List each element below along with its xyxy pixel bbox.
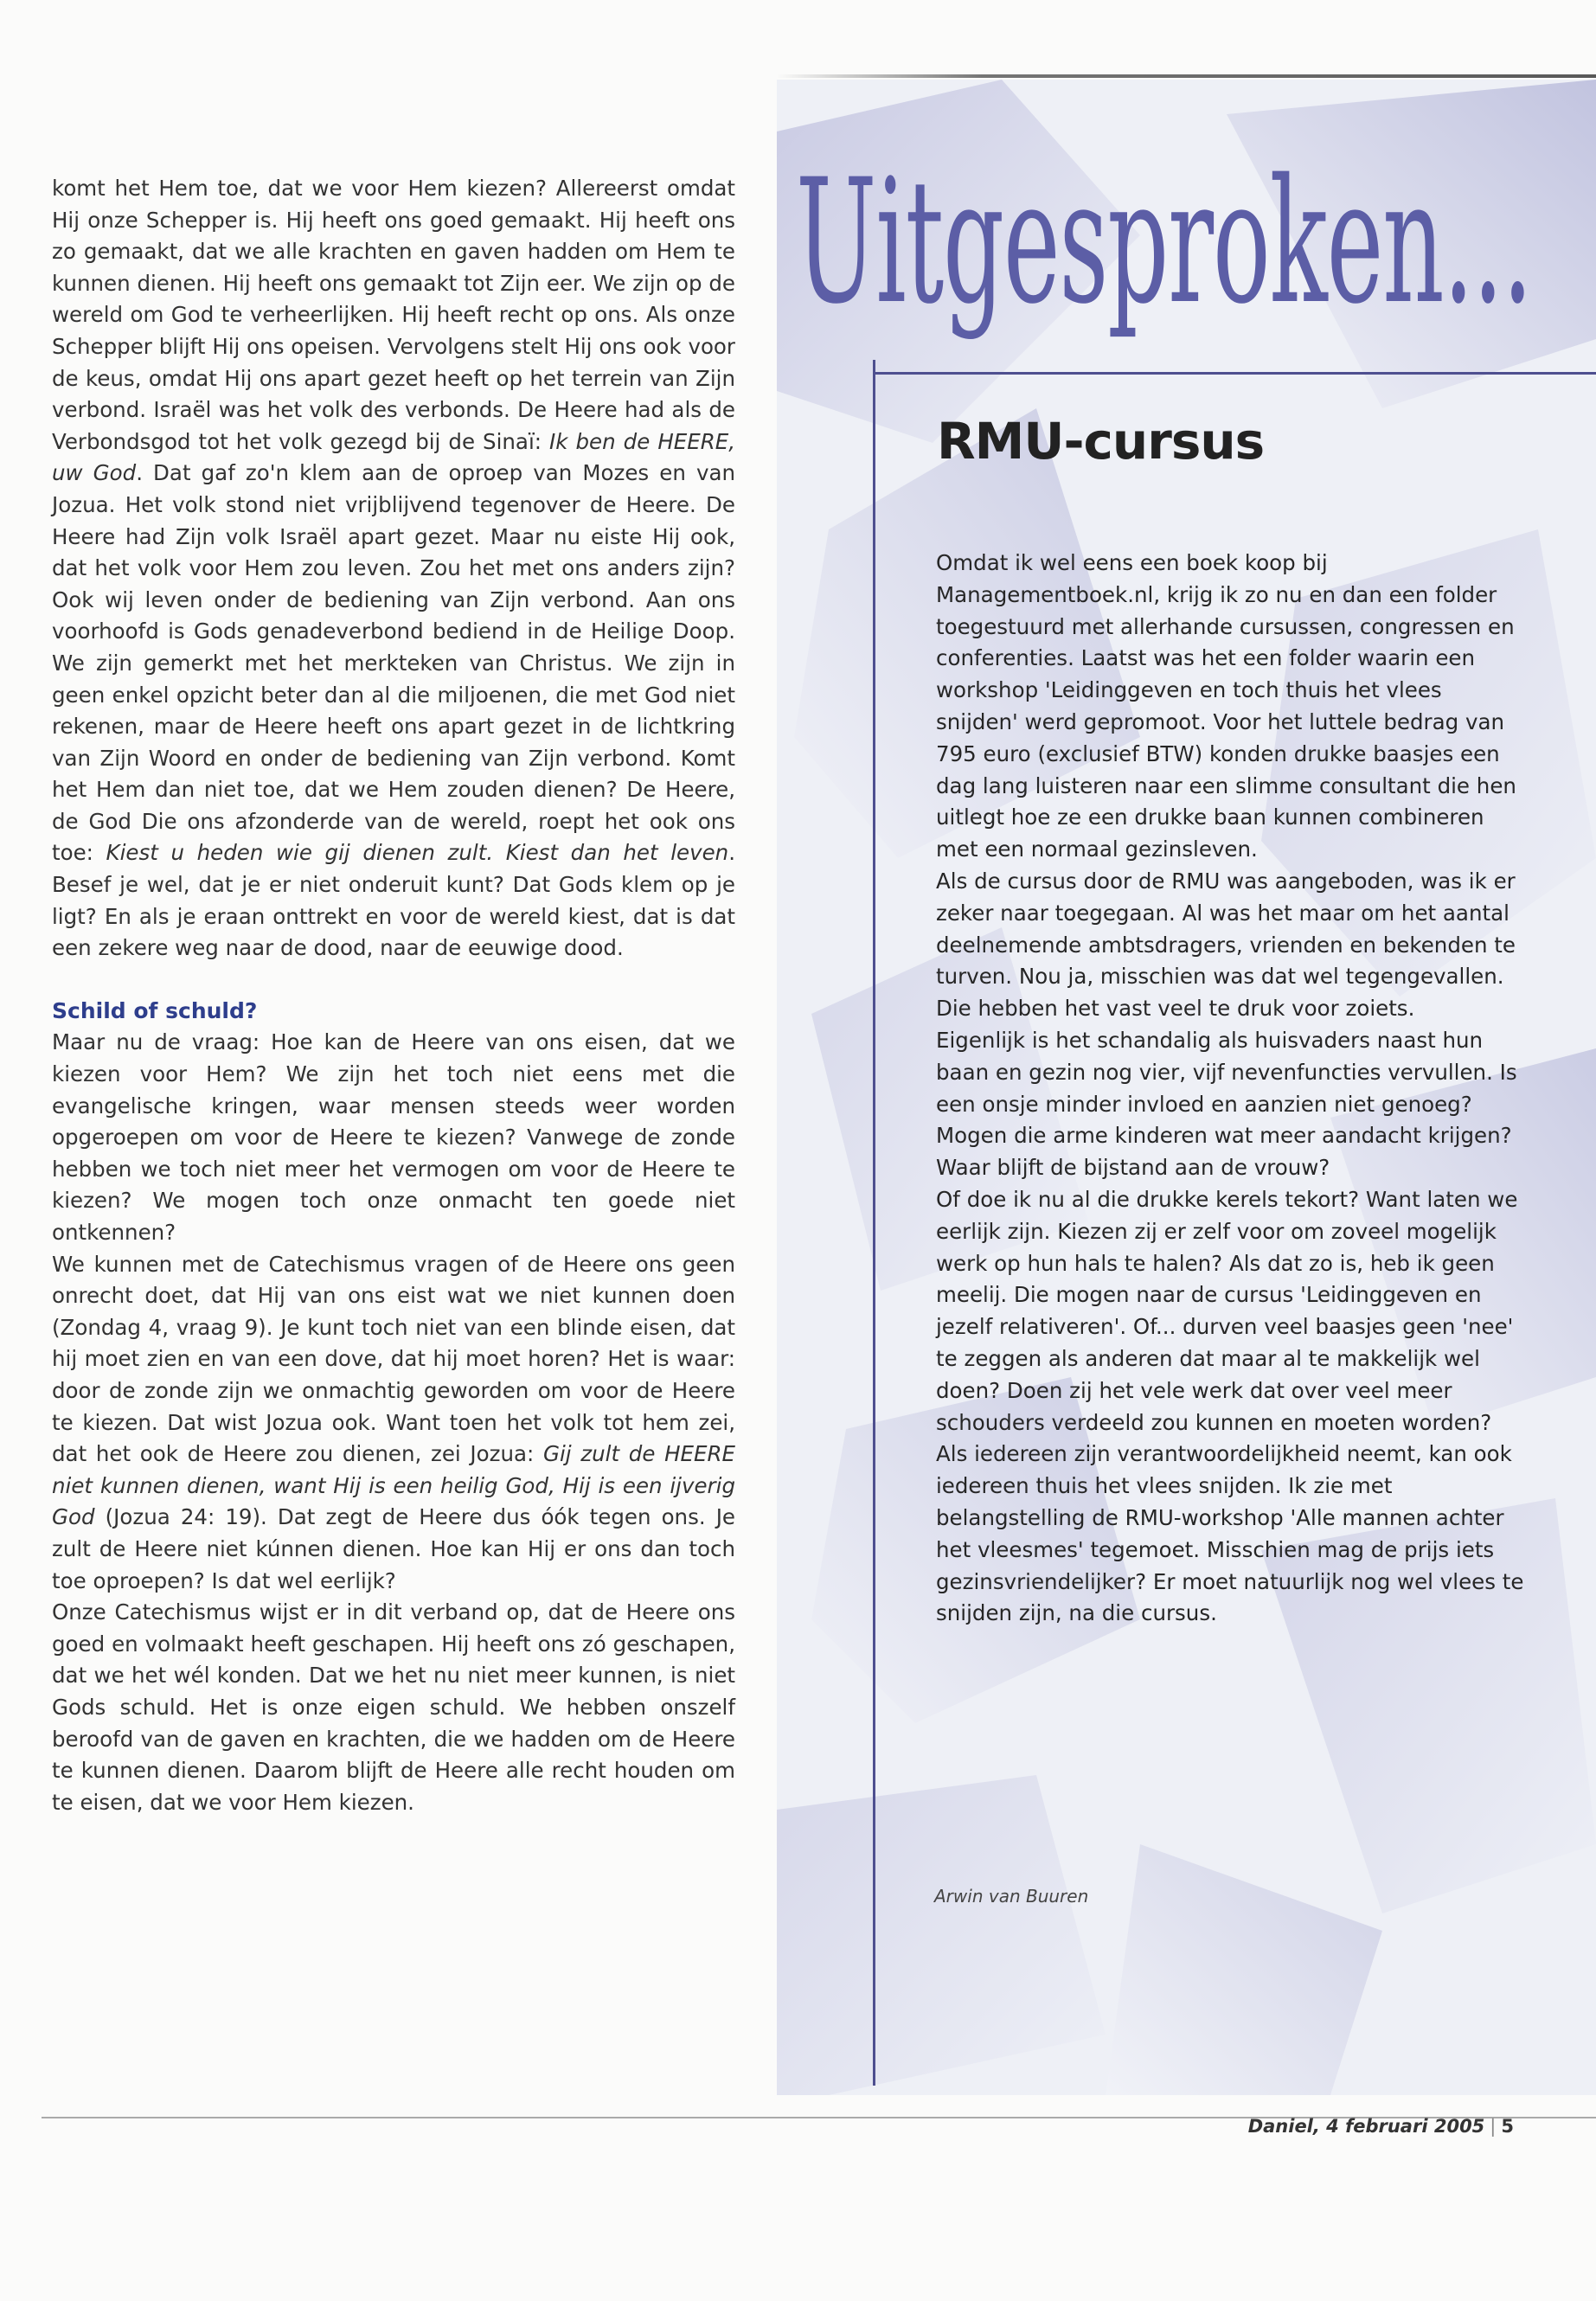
paragraph-1: komt het Hem toe, dat we voor Hem kiezen? Allereerst omdat Hij onze Schepper is. Hij heeft ons goed gemaakt. Hij heeft ons zo gemaakt, dat we alle krachten en gaven hadden om Hem te kunnen dienen. Hij heeft ons gemaakt tot Zijn eer. We zijn op de wereld om God te verheerlijken. Hij heeft recht op ons. Als onze Schepper blijft Hij ons opeisen. Vervolgens stelt Hij ons ook voor de keus, omdat Hij ons apart gezet heeft op het terrein van Zijn verbond. Israël was het volk des verbonds. De Heere had als de Verbondsgod tot het volk gezegd bij de Sinaï: Ik ben de HEERE, uw God. Dat gaf zo'n klem aan de oproep van Mozes en van Jozua. Het volk stond niet vrijblijvend tegenover de Heere. De Heere had Zijn volk Israël apart gezet. Maar nu eiste Hij ook, dat het volk voor Hem zou leven. Zou het met ons anders zijn? Ook wij leven onder de bediening van Zijn verbond. Aan ons voorhoofd is Gods genadeverbond bediend in de Heilige Doop. We zijn gemerkt met het merkteken van Christus. We zijn in geen enkel opzicht beter dan al die miljoenen, die met God niet rekenen, maar de Heere heeft ons apart gezet in de lichtkring van Zijn Woord en onder de bediening van Zijn verbond. Komt het Hem dan niet toe, dat we Hem zouden dienen? De Heere, de God Die ons afzonderde van de wereld, roept het ook ons toe: Kiest u heden wie gij dienen zult. Kiest dan het leven. Besef je wel, dat je er niet onderuit kunt? Dat Gods klem op je ligt? En als je eraan onttrekt en voor de wereld kiest, dat is dat een zekere weg naar de dood, naar de eeuwige dood. <box>52 176 736 961</box>
column-paragraph-1: Omdat ik wel eens een boek koop bij Managementboek.nl, krijg ik zo nu en dan een folder toegestuurd met allerhande cursussen, congressen en conferenties. Laatst was het een folder waarin een workshop 'Leidinggeven en toch thuis het vlees snijden' werd gepromoot. Voor het luttele bedrag van 795 euro (exclusief BTW) konden drukke baasjes een dag lang luisteren naar een slimme consultant die hen uitlegt hoe ze een drukke baan kunnen combineren met een normaal gezinsleven. <box>936 550 1516 862</box>
publication-date: Daniel, 4 februari 2005 <box>1247 2116 1485 2137</box>
column-title: RMU-cursus <box>937 412 1265 471</box>
page-footer <box>1194 2116 1514 2137</box>
right-column-article <box>936 548 1524 1630</box>
column-paragraph-5: Als iedereen zijn verantwoordelijkheid neemt, kan ook iedereen thuis het vlees snijden. Ik zie met belangstelling de RMU-workshop 'Alle mannen achter het vleesmes' tegemoet. Misschien mag de prijs iets gezinsvriendelijker? Er moet natuurlijk nog wel vlees te snijden zijn, na die cursus. <box>936 1441 1524 1626</box>
horizontal-accent-rule <box>873 372 1596 375</box>
top-divider-rule <box>777 74 1596 78</box>
italic-quote: Ik ben de HEERE, uw God <box>52 428 736 486</box>
masthead-text: Uitgesproken... <box>796 147 1532 342</box>
italic-quote: Kiest u heden wie gij dienen zult. Kiest dan het leven <box>106 840 729 866</box>
paragraph-3: We kunnen met de Catechismus vragen of de Heere ons geen onrecht doet, dat Hij van ons eist wat we niet kunnen doen (Zondag 4, vraag 9). Je kunt toch niet van een blinde eisen, dat hij moet zien en van een dove, dat hij moet horen? Het is waar: door de zonde zijn we onmachtig geworden om voor de Heere te kiezen. Dat wist Jozua ook. Want toen het volk tot hem zei, dat het ook de Heere zou dienen, zei Jozua: Gij zult de HEERE niet kunnen dienen, want Hij is een heilig God, Hij is een ijverig God (Jozua 24: 19). Dat zegt de Heere dus óók tegen ons. Je zult de Heere niet kúnnen dienen. Hoe kan Hij er ons dan toch toe oproepen? Is dat wel eerlijk? <box>52 1251 735 1593</box>
column-paragraph-3: Eigenlijk is het schandalig als huisvaders naast hun baan en gezin nog vier, vijf nevenfuncties vervullen. Is een onsje minder invloed en aanzien niet genoeg? Mogen die arme kinderen wat meer aandacht krijgen? Waar blijft de bijstand aan de vrouw? <box>936 1027 1517 1181</box>
masthead-uitgesproken <box>796 147 1596 381</box>
column-paragraph-2: Als de cursus door de RMU was aangeboden, was ik er zeker naar toegegaan. Al was het maar om het aantal deelnemende ambtsdragers, vrienden en bekenden te turven. Nou ja, misschien was dat wel tegengevallen. Die hebben het vast veel te druk voor zoiets. <box>936 868 1516 1022</box>
vertical-accent-rule <box>873 360 875 2086</box>
paragraph-4: Onze Catechismus wijst er in dit verband op, dat de Heere ons goed en volmaakt heeft geschapen. Hij heeft ons zó geschapen, dat we het wél konden. Dat we het nu niet meer kunnen, is niet Gods schuld. Het is onze eigen schuld. We hebben onszelf beroofd van de gaven en krachten, die we hadden om de Heere te kunnen dienen. Daarom blijft de Heere alle recht houden om te eisen, dat we voor Hem kiezen. <box>52 1599 735 1815</box>
left-column-article <box>52 173 735 1818</box>
subheading-schild-of-schuld: Schild of schuld? <box>52 997 258 1023</box>
author-signature: Arwin van Buuren <box>934 1886 1089 1907</box>
paragraph-2: Maar nu de vraag: Hoe kan de Heere van ons eisen, dat we kiezen voor Hem? We zijn het toch niet eens met die evangelische kringen, waar mensen steeds weer worden opgeroepen om voor de Heere te kiezen? Vanwege de zonde hebben we toch niet meer het vermogen om voor de Heere te kiezen? We mogen toch onze onmacht ten goede niet ontkennen? <box>52 1029 735 1245</box>
page-number: 5 <box>1501 2116 1514 2137</box>
italic-quote: Gij zult de HEERE niet kunnen dienen, want Hij is een heilig God, Hij is een ijverig God <box>52 1441 735 1530</box>
column-paragraph-4: Of doe ik nu al die drukke kerels tekort? Want laten we eerlijk zijn. Kiezen zij er zelf voor om zoveel mogelijk werk op hun hals te halen? Als dat zo is, heb ik geen meelij. Die mogen naar de cursus 'Leidinggeven en jezelf relativeren'. Of... durven veel baasjes geen 'nee' te zeggen als anderen dat maar al te makkelijk wel doen? Doen zij het vele werk dat over veel meer schouders verdeeld zou kunnen en moeten worden? <box>936 1186 1518 1435</box>
footer-separator: | <box>1490 2116 1497 2137</box>
